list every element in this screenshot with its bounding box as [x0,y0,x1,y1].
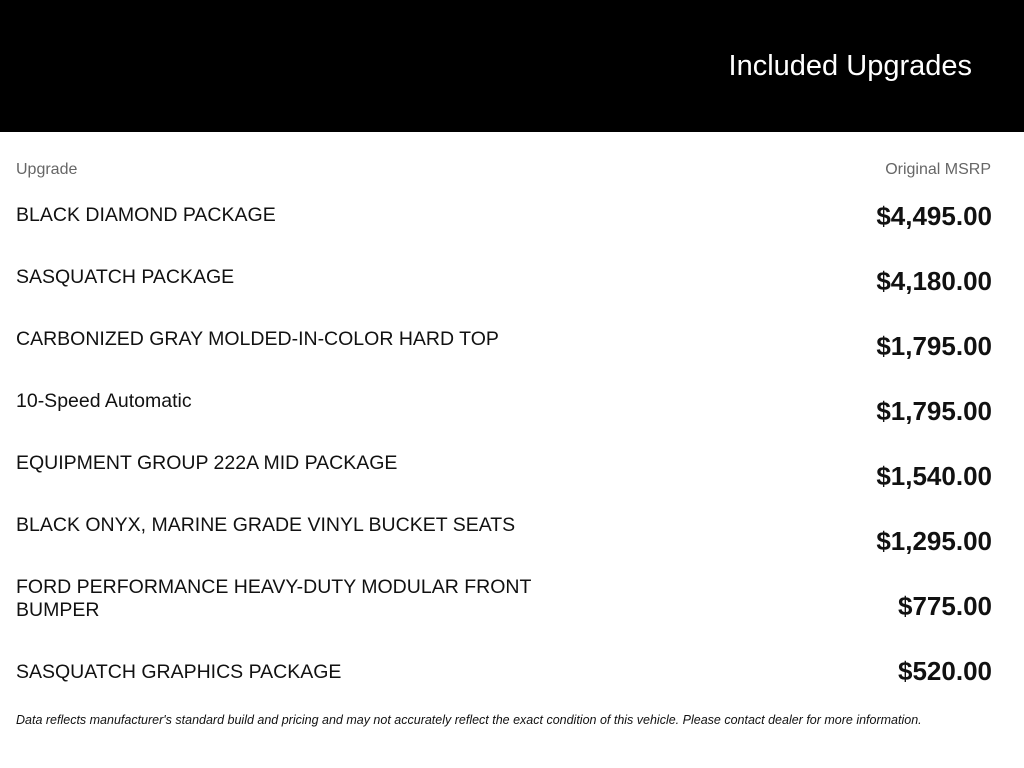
header-banner [0,0,1024,132]
upgrade-name: BLACK DIAMOND PACKAGE [16,204,276,226]
table-row [0,576,1024,636]
upgrade-price: $1,795.00 [876,331,992,361]
page-title: Included Upgrades [728,50,972,82]
upgrade-name: SASQUATCH PACKAGE [16,266,235,288]
table-row [0,452,1024,512]
disclaimer-text: Data reflects manufacturer's standard build and pricing and may not accurately reflect the exact condition of this vehicle. Please contact dealer for more information. [16,713,922,727]
table-row [0,514,1024,574]
upgrade-price: $520.00 [898,656,992,686]
upgrade-price: $1,795.00 [876,396,992,426]
upgrade-price: $4,495.00 [876,201,992,231]
upgrade-price: $1,540.00 [876,461,992,491]
column-header-msrp: Original MSRP [885,161,991,178]
upgrade-price: $4,180.00 [876,266,992,296]
upgrade-name: EQUIPMENT GROUP 222A MID PACKAGE [16,452,398,474]
table-row [0,390,1024,450]
upgrade-name: BLACK ONYX, MARINE GRADE VINYL BUCKET SEATS [16,514,516,536]
upgrade-name: CARBONIZED GRAY MOLDED-IN-COLOR HARD TOP [16,328,499,350]
table-row [0,201,1024,264]
upgrade-price: $775.00 [898,591,992,621]
upgrade-name: FORD PERFORMANCE HEAVY-DUTY MODULAR FRONT BUMPER [16,576,531,621]
column-header-upgrade: Upgrade [16,161,78,178]
upgrade-price: $1,295.00 [876,526,992,556]
table-row [0,328,1024,388]
upgrade-name: 10-Speed Automatic [16,390,192,412]
upgrade-name: SASQUATCH GRAPHICS PACKAGE [16,661,342,683]
table-row [0,266,1024,326]
